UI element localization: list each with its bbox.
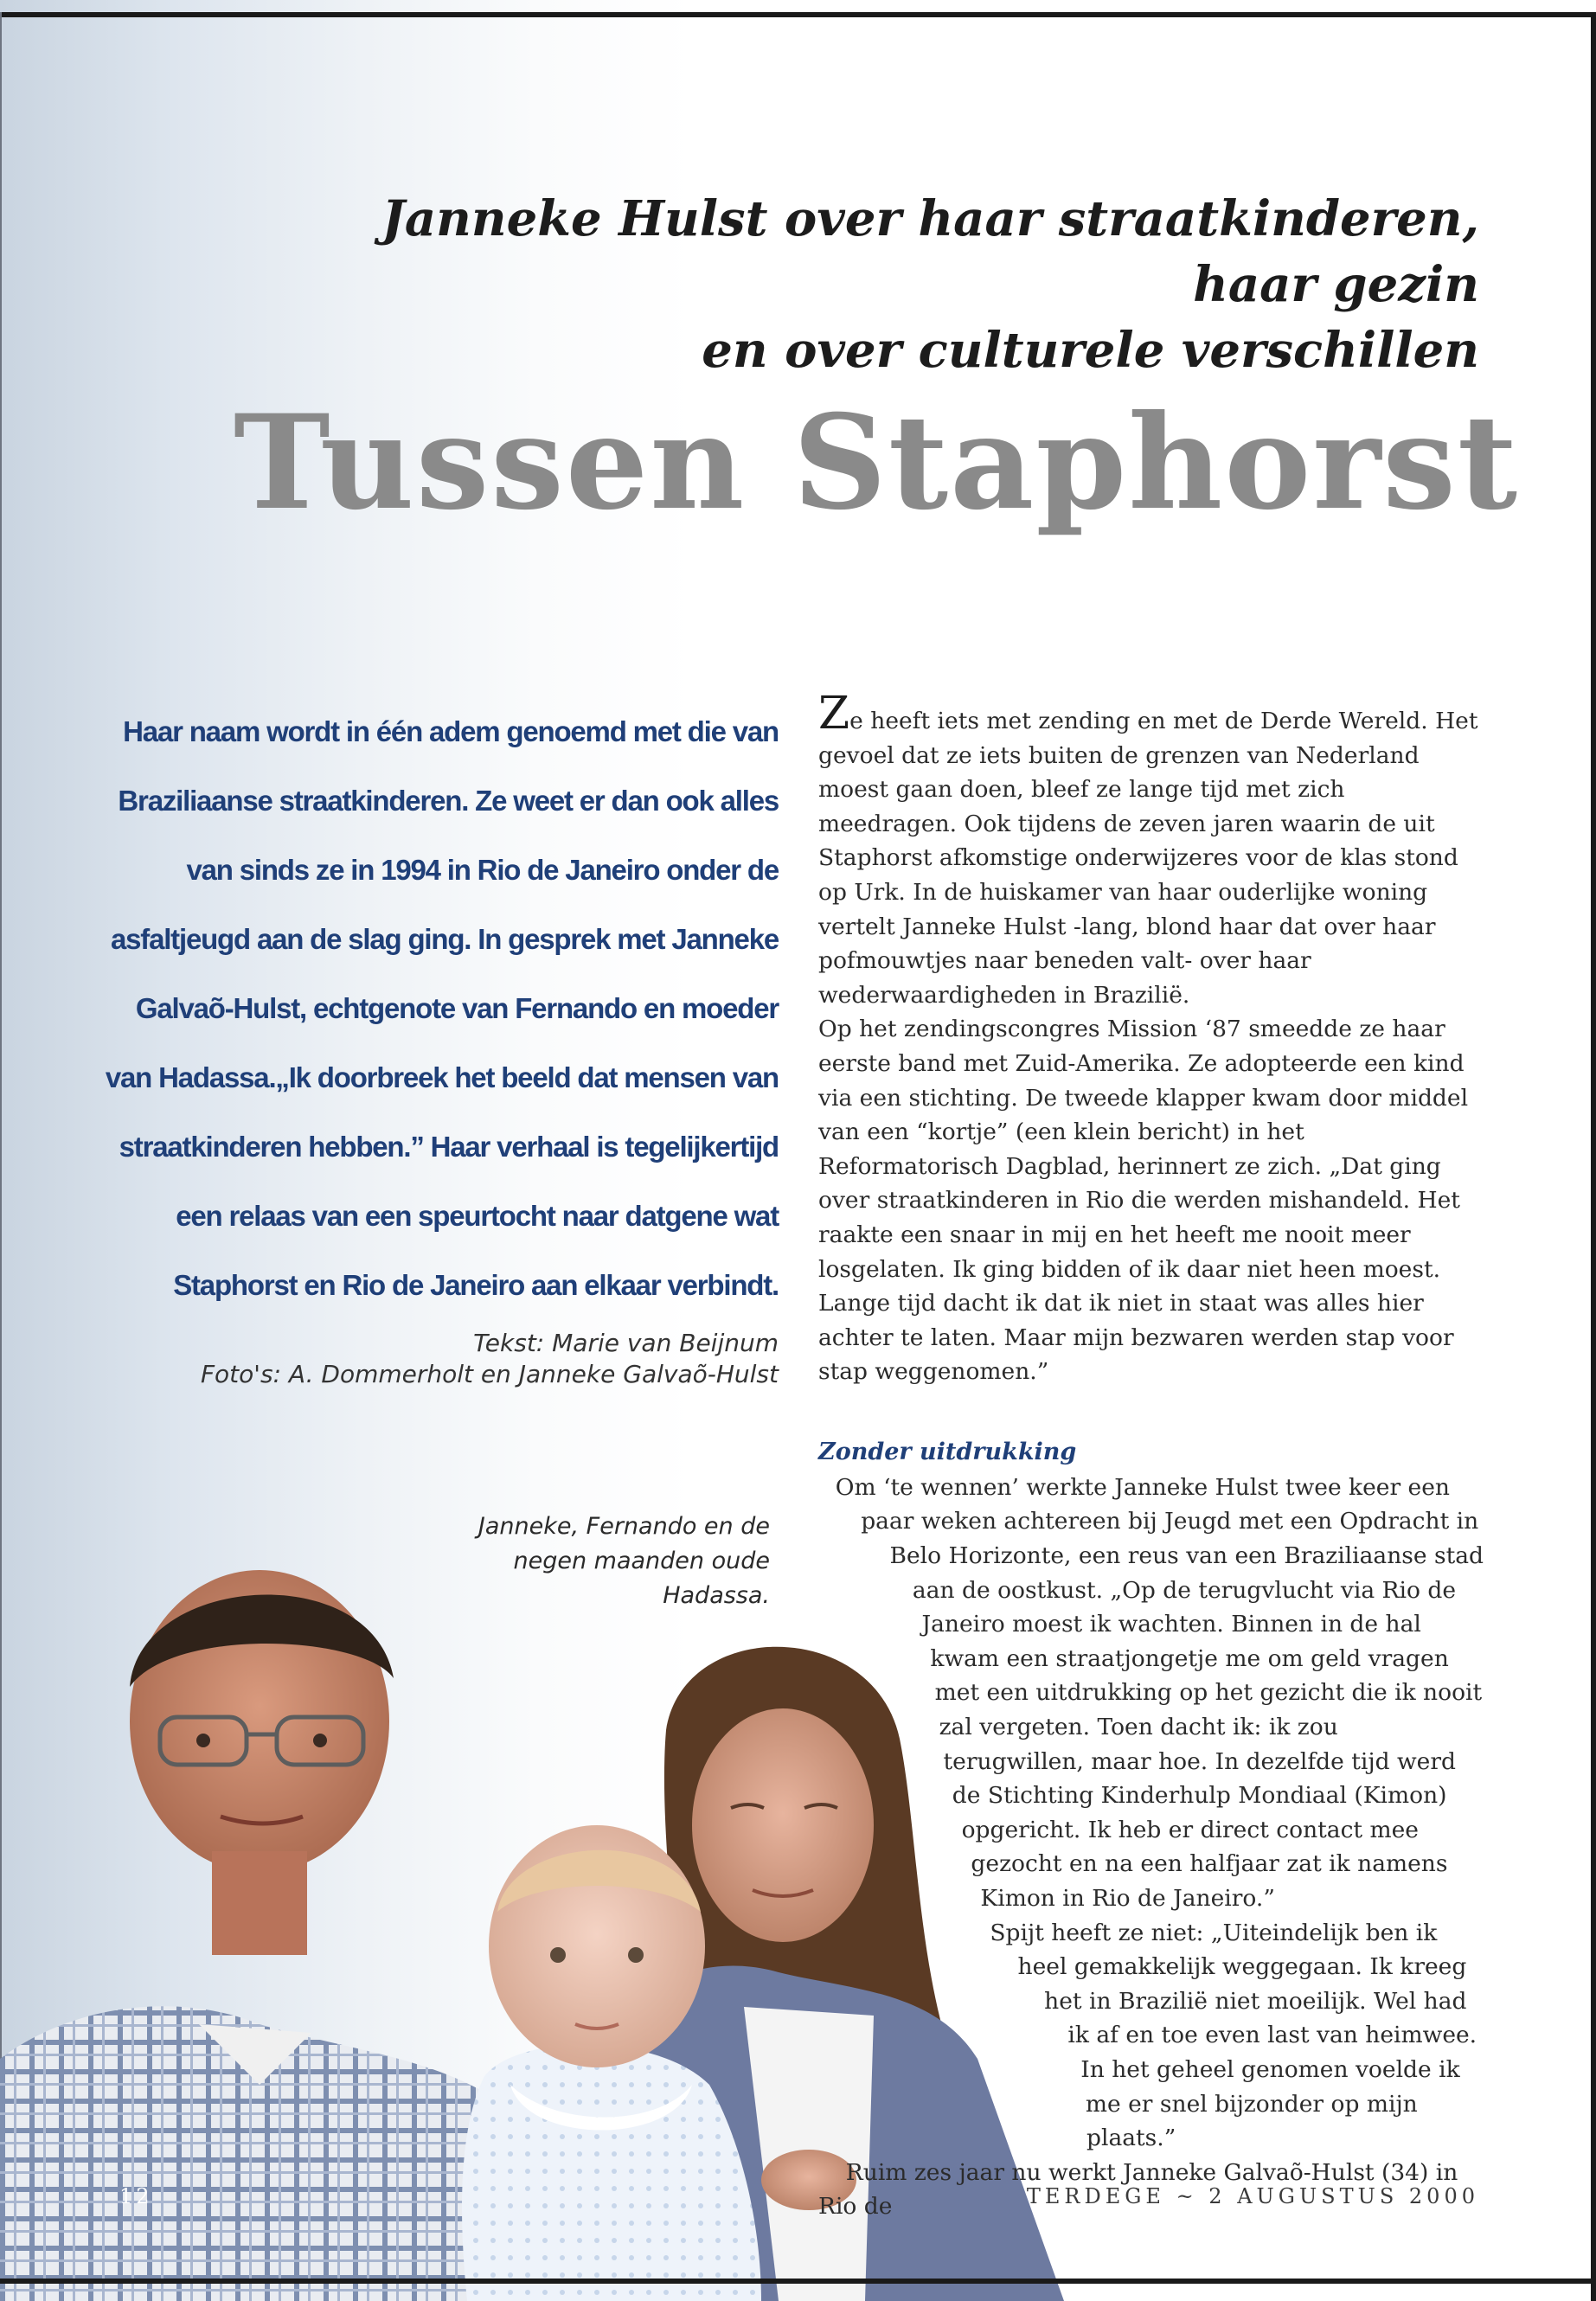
article-body: [818, 688, 1484, 2224]
subtitle-line-2: en over culturele verschillen: [702, 322, 1479, 379]
article-paragraph-1: [818, 688, 1484, 1012]
section-heading: Zonder uitdrukking: [818, 1438, 1077, 1465]
article-paragraph-2: Op het zendingscongres Mission ‘87 smeedde ze haar eerste band met Zuid-Amerika. Ze adopteerde een kind via een stichting. De tweede klapper kwam door middel van een “kortje” (een klein bericht) in het Reformatorisch Dagblad, herinnert ze zich. „Dat ging over straatkinderen in Rio die werden mishandeld. Het raakte een snaar in mij en het heeft me nooit meer losgelaten. Ik ging bidden of ik daar niet heen moest. Lange tijd dacht ik dat ik niet in staat was alles hier achter te laten. Maar mijn bezwaren werden stap voor stap weggenomen.”: [818, 1016, 1469, 1386]
top-border: [0, 12, 1596, 17]
subtitle: [285, 186, 1479, 383]
page-number: 12: [119, 2184, 153, 2208]
text-credit: Tekst: Marie van Beijnum: [473, 1329, 779, 1357]
article-paragraph-4: Spijt heeft ze niet: „Uiteindelijk ben ik heel gemakkelijk weggegaan. Ik kreeg het in Brazilië niet moeilijk. Wel had ik af en toe even last van heimwee. In het geheel genomen voelde ik me er snel bijzonder op mijn plaats.”: [990, 1919, 1477, 2152]
section-spacer: [818, 1389, 1484, 1422]
credits: [156, 1328, 779, 1390]
bottom-border: [0, 2279, 1596, 2284]
intro-paragraph: Haar naam wordt in één adem genoemd met die van Braziliaanse straatkinderen. Ze weet er dan ook alles van sinds ze in 1994 in Rio de Janeiro onder de asfaltjeugd aan de slag ging. In gesprek met Janneke Galvaõ-Hulst, echtgenote van Fernando en moeder van Hadassa.„Ik doorbreek het beeld dat mensen van straatkinderen hebben.” Haar verhaal is tegelijkertijd een relaas van een speurtocht naar datgene wat Staphorst en Rio de Janeiro aan elkaar verbindt.: [105, 715, 779, 1301]
subtitle-line-1: Janneke Hulst over haar straatkinderen, haar gezin: [381, 190, 1479, 313]
photo-credit: Foto's: A. Dommerholt en Janneke Galvaõ-Hulst: [200, 1360, 779, 1388]
article-paragraph-3: Om ‘te wennen’ werkte Janneke Hulst twee keer een paar weken achtereen bij Jeugd met een Opdracht in Belo Horizonte, een reus van een Braziliaanse stad aan de oostkust. „Op de terugvlucht via Rio de Janeiro moest ik wachten. Binnen in de hal kwam een straatjongetje me om geld vragen met een uitdrukking op het gezicht die ik nooit zal vergeten. Toen dacht ik: ik zou terugwillen, maar hoe. In dezelfde tijd werd de Stichting Kinderhulp Mondiaal (Kimon) opgericht. Ik heb er direct contact mee gezocht en na een halfjaar zat ik namens Kimon in Rio de Janeiro.”: [835, 1473, 1484, 1912]
article-paragraph-5: Ruim zes jaar nu werkt Janneke Galvaõ-Hulst (34) in Rio de: [818, 2158, 1458, 2221]
magazine-footer: TERDEGE ~ 2 AUGUSTUS 2000: [1026, 2184, 1479, 2208]
photo-caption: Janneke, Fernando en de negen maanden oude Hadassa.: [478, 1513, 770, 1609]
drop-cap: Z: [818, 688, 850, 740]
paragraph-1-text: e heeft iets met zending en met de Derde Wereld. Het gevoel dat ze iets buiten de grenzen van Nederland moest gaan doen, bleef ze lange tijd met zich meedragen. Ook tijdens de zeven jaren waarin de uit Staphorst afkomstige onderwijzeres voor de klas stond op Urk. In de huiskamer van haar ouderlijke woning vertelt Janneke Hulst -lang, blond haar dat over haar pofmouwtjes naar beneden valt- over haar wederwaardigheden in Brazilië.: [818, 708, 1478, 1009]
headline: Tussen Staphorst: [234, 387, 1520, 539]
right-border: [1591, 12, 1596, 2301]
